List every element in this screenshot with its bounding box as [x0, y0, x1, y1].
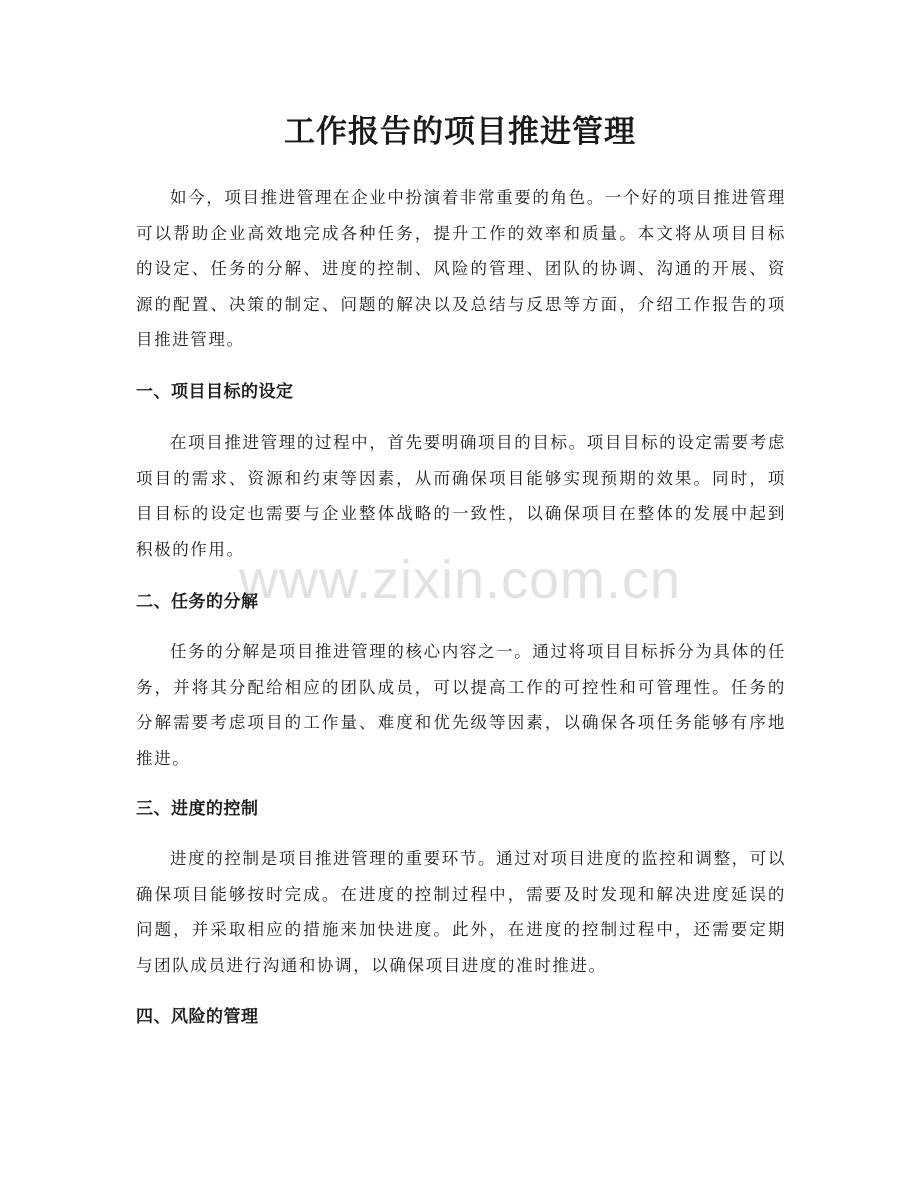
watermark: www.zixin.com.cn — [238, 550, 682, 610]
section-heading-1: 一、项目目标的设定 — [136, 382, 294, 402]
section-heading-3: 三、进度的控制 — [136, 799, 259, 819]
section-body-2: 任务的分解是项目推进管理的核心内容之一。通过将项目目标拆分为具体的任务，并将其分配给相应的团队成员，可以提高工作的可控性和可管理性。任务的分解需要考虑项目的工作量、难度和优先级等因素，以确保各项任务能够有序地推进。 — [136, 642, 786, 768]
section-heading-2: 二、任务的分解 — [136, 592, 259, 612]
section-heading-4: 四、风险的管理 — [136, 1007, 259, 1027]
intro-paragraph: 如今，项目推进管理在企业中扮演着非常重要的角色。一个好的项目推进管理可以帮助企业高效地完成各种任务，提升工作的效率和质量。本文将从项目目标的设定、任务的分解、进度的控制、风险的管理、团队的协调、沟通的开展、资源的配置、决策的制定、问题的解决以及总结与反思等方面，介绍工作报告的项目推进管理。 — [136, 188, 786, 349]
section-body-3: 进度的控制是项目推进管理的重要环节。通过对项目进度的监控和调整，可以确保项目能够按时完成。在进度的控制过程中，需要及时发现和解决进度延误的问题，并采取相应的措施来加快进度。此外，在进度的控制过程中，还需要定期与团队成员进行沟通和协调，以确保项目进度的准时推进。 — [136, 849, 786, 975]
section-body-1: 在项目推进管理的过程中，首先要明确项目的目标。项目目标的设定需要考虑项目的需求、资源和约束等因素，从而确保项目能够实现预期的效果。同时，项目目标的设定也需要与企业整体战略的一致性，以确保项目在整体的发展中起到积极的作用。 — [136, 433, 786, 559]
document-title: 工作报告的项目推进管理 — [284, 114, 636, 150]
